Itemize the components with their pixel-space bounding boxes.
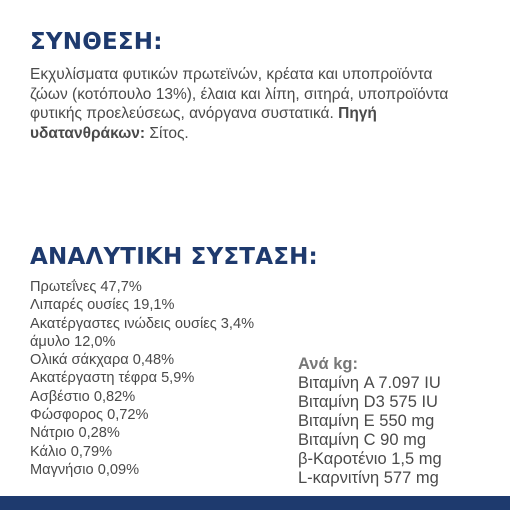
list-item: Πρωτεΐνες 47,7% <box>30 279 142 295</box>
analytical-composition-heading: ΑΝΑΛΥΤΙΚΗ ΣΥΣΤΑΣΗ: <box>30 244 318 270</box>
carb-source-label: Πηγή υδατανθράκων: <box>30 105 377 142</box>
list-item: Ολικά σάκχαρα 0,48% <box>30 352 175 369</box>
list-item: Νάτριο 0,28% <box>30 425 120 442</box>
list-item: Βιταμίνη A 7.097 IU <box>298 374 441 392</box>
list-item: Βιταμίνη D3 575 IU <box>298 393 438 411</box>
list-item: Φώσφορος 0,72% <box>30 407 149 424</box>
list-item: L-καρνιτίνη 577 mg <box>298 469 439 487</box>
composition-heading: ΣΥΝΘΕΣΗ: <box>30 29 163 55</box>
per-kg-additives-block <box>298 355 442 488</box>
per-kg-title: Ανά kg: <box>298 355 358 373</box>
composition-ingredients: Εκχυλίσματα φυτικών πρωτεϊνών, κρέατα και υποπροϊόντα ζώων (κοτόπουλο 13%), έλαια και λίπη, σιτηρά, υποπροϊόντα φυτικής προελεύσεως, ανόργανα συστατικά. <box>30 66 449 122</box>
analytical-constituents-list <box>30 278 254 479</box>
carb-source-value: Σίτος. <box>149 124 189 142</box>
list-item: Ακατέργαστη τέφρα 5,9% <box>30 370 195 387</box>
per-kg-list <box>298 374 442 488</box>
bottom-accent-bar <box>0 496 510 510</box>
list-item: Βιταμίνη E 550 mg <box>298 412 435 430</box>
list-item: β-Καροτένιο 1,5 mg <box>298 450 442 468</box>
composition-text-block <box>30 65 470 143</box>
list-item: Βιταμίνη C 90 mg <box>298 431 427 449</box>
list-item: Ακατέργαστες ινώδεις ουσίες 3,4% <box>30 315 255 332</box>
list-item: Μαγνήσιο 0,09% <box>30 461 140 478</box>
list-item: Ασβέστιο 0,82% <box>30 388 136 405</box>
list-item: Λιπαρές ουσίες 19,1% <box>30 297 175 314</box>
list-item: Κάλιο 0,79% <box>30 443 113 460</box>
list-item: άμυλο 12,0% <box>30 333 116 350</box>
